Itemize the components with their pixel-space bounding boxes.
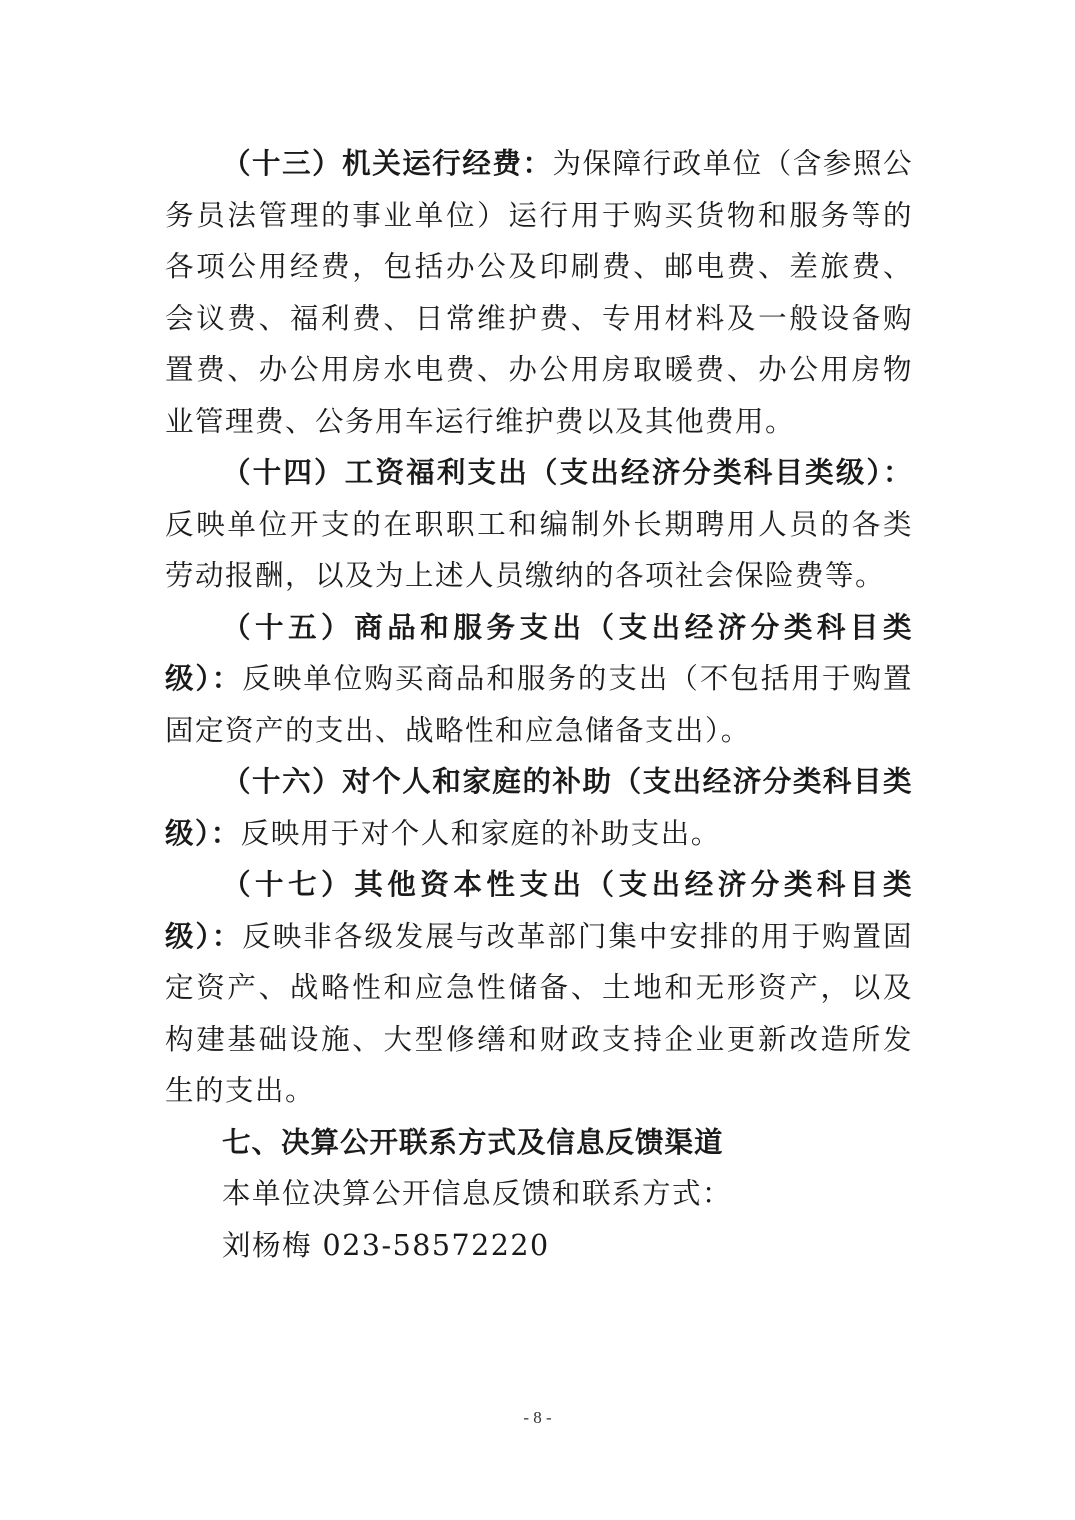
paragraph-15-text: 反映单位购买商品和服务的支出（不包括用于购置固定资产的支出、战略性和应急储备支出）。 <box>165 662 913 747</box>
paragraph-13-term: （十三）机关运行经费： <box>222 146 553 180</box>
paragraph-17 <box>165 859 913 1117</box>
section-heading: 七、决算公开联系方式及信息反馈渠道 <box>222 1125 724 1159</box>
contact-line: 刘杨梅 023-58572220 <box>222 1228 550 1262</box>
paragraph-16 <box>165 756 913 859</box>
paragraph-17-text: 反映非各级发展与改革部门集中安排的用于购置固定资产、战略性和应急性储备、土地和无形资产，以及构建基础设施、大型修缮和财政支持企业更新改造所发生的支出。 <box>165 919 913 1107</box>
paragraph-16-text: 反映用于对个人和家庭的补助支出。 <box>240 816 721 850</box>
paragraph-14 <box>165 447 913 602</box>
document-body <box>165 138 913 1271</box>
paragraph-13-text: 为保障行政单位（含参照公务员法管理的事业单位）运行用于购买货物和服务等的各项公用经费，包括办公及印刷费、邮电费、差旅费、会议费、福利费、日常维护费、专用材料及一般设备购置费、办公用房水电费、办公用房取暖费、办公用房物业管理费、公务用车运行维护费以及其他费用。 <box>165 147 913 438</box>
paragraph-15-term: （十五）商品和服务支出（支出经济分类科目类级）： <box>165 609 913 695</box>
paragraph-17-term: （十七）其他资本性支出（支出经济分类科目类级）： <box>165 867 913 953</box>
contact-intro: 本单位决算公开信息反馈和联系方式： <box>222 1177 733 1210</box>
paragraph-14-term: （十四）工资福利支出（支出经济分类科目类级）： <box>222 455 913 489</box>
paragraph-13 <box>165 138 913 447</box>
paragraph-15 <box>165 602 913 757</box>
paragraph-16-term: （十六）对个人和家庭的补助（支出经济分类科目类级）： <box>165 764 913 850</box>
paragraph-14-text: 反映单位开支的在职职工和编制外长期聘用人员的各类劳动报酬，以及为上述人员缴纳的各项社会保险费等。 <box>165 507 913 592</box>
page-number: - 8 - <box>523 1408 552 1427</box>
